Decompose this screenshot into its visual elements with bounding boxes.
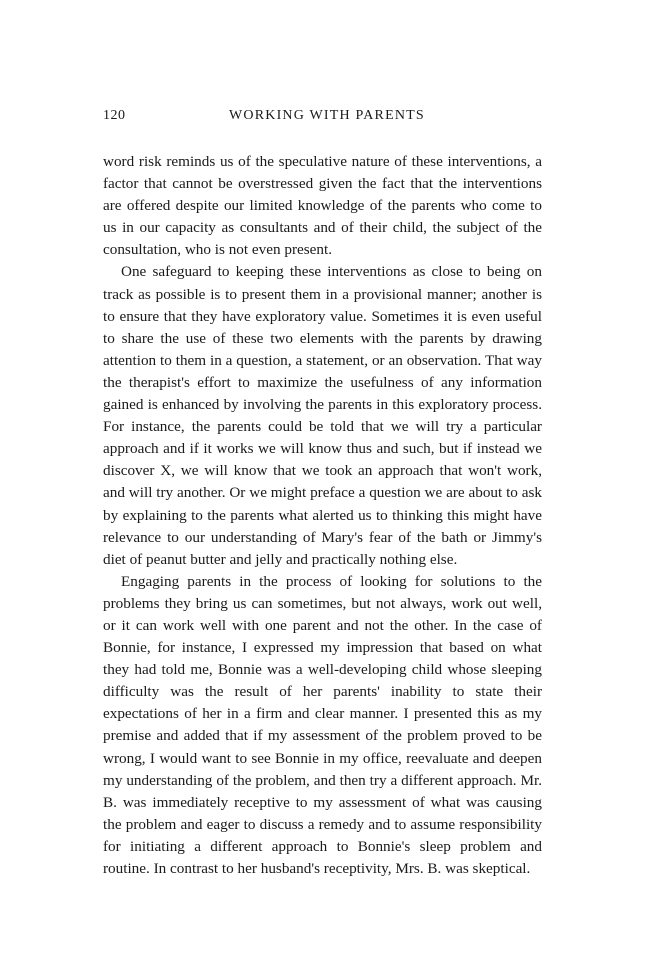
paragraph-safeguards: One safeguard to keeping these interventions as close to being on track as possible is to present them in a provisional manner; another is to ensure that they have exploratory value. Sometimes it is even useful to share the use of these two elements with the parents by drawing attention to them in a question, a statement, or an observation. That way the therapist's effort to maximize the usefulness of any information gained is enhanced by involving the parents in this exploratory process. For instance, the parents could be told that we will try a particular approach and if it works we will know thus and such, but if instead we discover X, we will know that we took an approach that won't work, and will try another. Or we might preface a question we are about to ask by explaining to the parents what alerted us to thinking this might have relevance to our understanding of Mary's fear of the bath or Jimmy's diet of peanut butter and jelly and practically nothing else. [103,263,542,568]
body-text [103,151,542,880]
paragraph-engaging-parents: Engaging parents in the process of looking for solutions to the problems they bring us can sometimes, but not always, work out well, or it can work well with one parent and not the other. In the case of Bonnie, for instance, I expressed my impression that based on what they had told me, Bonnie was a well-developing child whose sleeping difficulty was the result of her parents' inability to state their expectations of her in a firm and clear manner. I presented this as my premise and added that if my assessment of the problem proved to be wrong, I would want to see Bonnie in my office, reevaluate and deepen my understanding of the problem, and then try a different approach. Mr. B. was immediately receptive to my assessment of what was causing the problem and eager to discuss a remedy and to assume responsibility for initiating a different approach to Bonnie's sleep problem and routine. In contrast to her husband's receptivity, Mrs. B. was skeptical. [103,572,542,877]
page-number: 120 [103,108,126,123]
page-content [103,108,542,880]
running-title: WORKING WITH PARENTS [229,108,425,123]
paragraph-continued: word risk reminds us of the speculative nature of these interventions, a factor that cannot be overstressed given the fact that the interventions are offered despite our limited knowledge of the parents who come to us in our capacity as consultants and of their child, the subject of the consultation, who is not even present. [103,153,542,259]
running-head [103,108,542,128]
